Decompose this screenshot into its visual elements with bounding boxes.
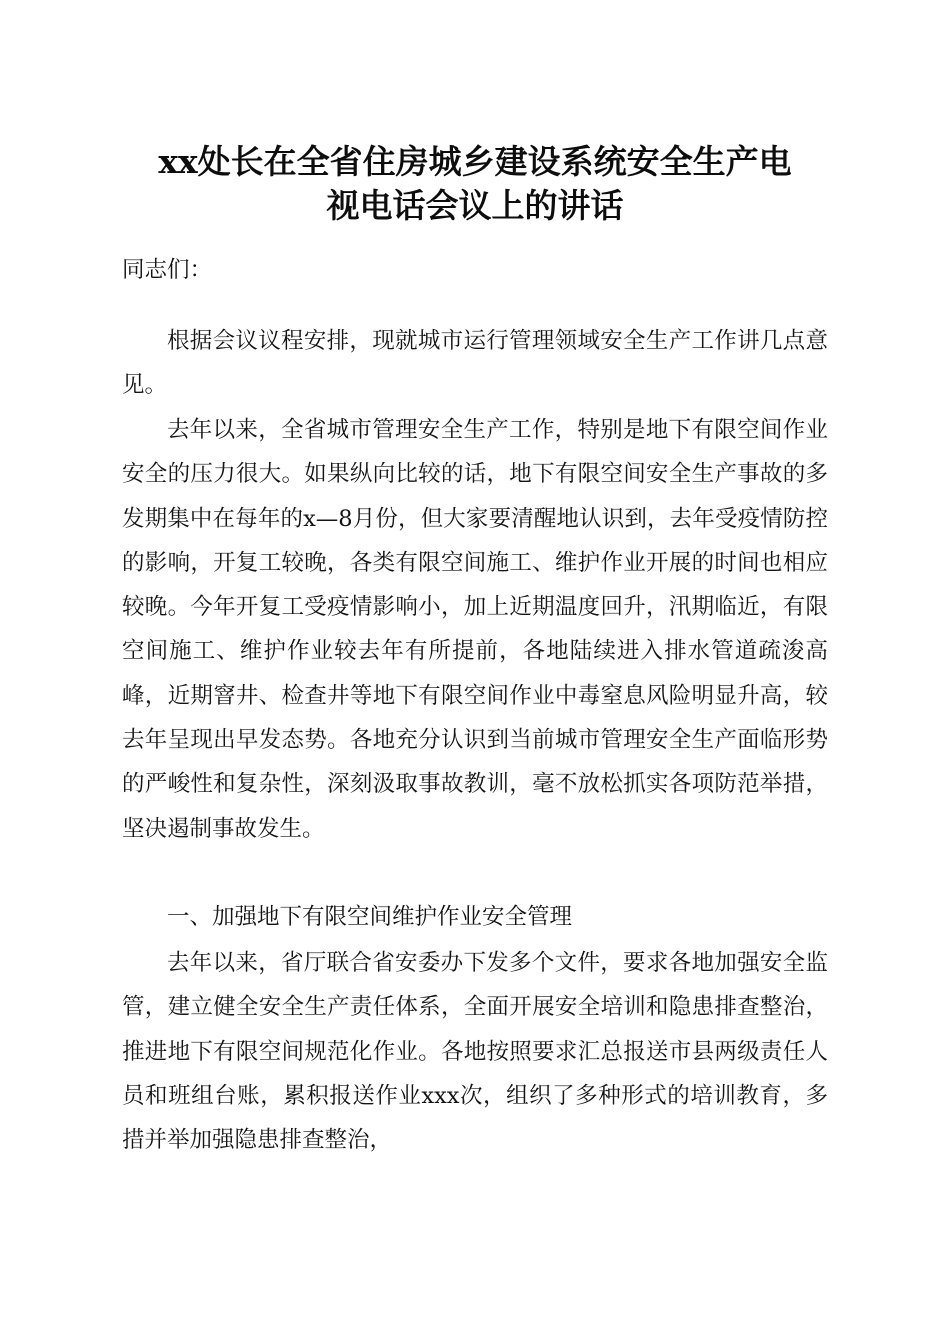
greeting: 同志们： [122,257,213,283]
section-heading-1: 一、加强地下有限空间维护作业安全管理 [167,904,573,930]
document-title-line-1: xx处长在全省住房城乡建设系统安全生产电 [158,142,792,181]
paragraph-1: 根据会议议程安排，现就城市运行管理领域安全生产工作讲几点意见。 [122,328,828,399]
paragraph-3: 去年以来，省厅联合省安委办下发多个文件，要求各地加强安全监管，建立健全安全生产责任体系，全面开展安全培训和隐患排查整治，推进地下有限空间规范化作业。各地按照要求汇总报送市县两级责任人员和班组台账，累积报送作业xxx次，组织了多种形式的培训教育，多措并举加强隐患排查整治， [122,950,828,1154]
document-title-line-2: 视电话会议上的讲话 [326,186,624,225]
paragraph-2: 去年以来，全省城市管理安全生产工作，特别是地下有限空间作业安全的压力很大。如果纵向比较的话，地下有限空间安全生产事故的多发期集中在每年的x—8月份，但大家要清醒地认识到，去年受疫情防控的影响，开复工较晚，各类有限空间施工、维护作业开展的时间也相应较晚。今年开复工受疫情影响小，加上近期温度回升，汛期临近，有限空间施工、维护作业较去年有所提前，各地陆续进入排水管道疏浚高峰，近期窨井、检查井等地下有限空间作业中毒窒息风险明显升高，较去年呈现出早发态势。各地充分认识到当前城市管理安全生产面临形势的严峻性和复杂性，深刻汲取事故教训，毫不放松抓实各项防范举措，坚决遏制事故发生。 [122,417,828,842]
